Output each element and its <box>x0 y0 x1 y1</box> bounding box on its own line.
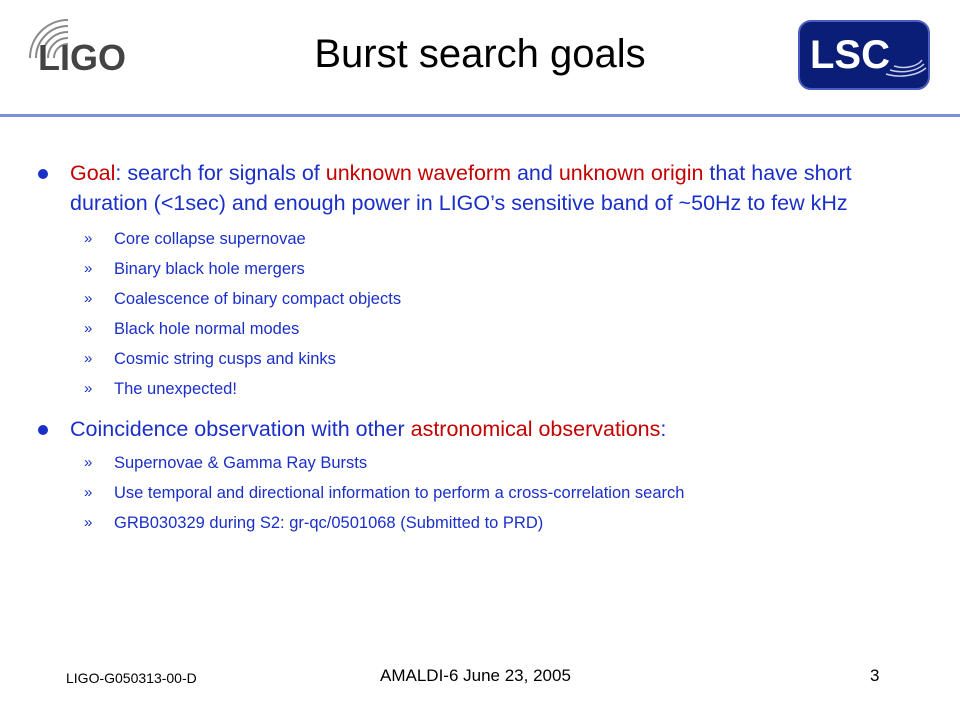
sub-marker: » <box>84 230 93 247</box>
sub-item: » Binary black hole mergers <box>38 254 918 284</box>
sub-item: » Coalescence of binary compact objects <box>38 284 918 314</box>
sub-item: » Core collapse supernovae <box>38 224 918 254</box>
sub-marker: » <box>84 484 93 501</box>
ligo-logo-text: LIGO <box>38 37 126 78</box>
goal-sub-list <box>38 224 918 404</box>
sub-marker: » <box>84 380 93 397</box>
coincidence-sub-list <box>38 448 918 538</box>
sub-marker: » <box>84 350 93 367</box>
sub-marker: » <box>84 290 93 307</box>
slide-body <box>38 158 918 538</box>
bullet-dot <box>38 425 48 435</box>
sub-marker: » <box>84 320 93 337</box>
sub-item: » Black hole normal modes <box>38 314 918 344</box>
bullet-goal <box>38 158 918 218</box>
sub-item: » Cosmic string cusps and kinks <box>38 344 918 374</box>
bullet-text: unknown origin <box>558 161 704 185</box>
bullet-dot <box>38 169 48 179</box>
bullet-text: : search for signals of <box>115 161 326 185</box>
bullet-text: and <box>510 161 559 185</box>
lsc-logo <box>798 20 930 90</box>
sub-item: » Supernovae & Gamma Ray Bursts <box>38 448 918 478</box>
bullet-text: that have short duration (<1sec) and enough power in LIGO’s sensitive band of ~50Hz to few kHz <box>70 161 852 215</box>
sub-item: » GRB030329 during S2: gr-qc/0501068 (Submitted to PRD) <box>38 508 918 538</box>
header-divider <box>0 114 960 117</box>
footer-event: AMALDI-6 June 23, 2005 <box>380 666 571 685</box>
bullet-text: unknown waveform <box>325 161 511 185</box>
bullet-text: : <box>660 417 667 441</box>
bullet-text: Coincidence observation with other <box>70 417 411 441</box>
sub-marker: » <box>84 260 93 277</box>
slide-title: Burst search goals <box>314 32 646 76</box>
sub-marker: » <box>84 454 93 471</box>
bullet-text: astronomical observations <box>410 417 661 441</box>
bullet-coincidence <box>38 414 918 444</box>
lsc-logo-text: LSC <box>810 33 890 77</box>
bullet-text: Goal <box>70 161 116 185</box>
footer-doc-id: LIGO-G050313-00-D <box>66 670 197 686</box>
sub-marker: » <box>84 514 93 531</box>
footer-page-number: 3 <box>870 666 880 685</box>
sub-item: » The unexpected! <box>38 374 918 404</box>
sub-item: » Use temporal and directional information to perform a cross-correlation search <box>38 478 918 508</box>
